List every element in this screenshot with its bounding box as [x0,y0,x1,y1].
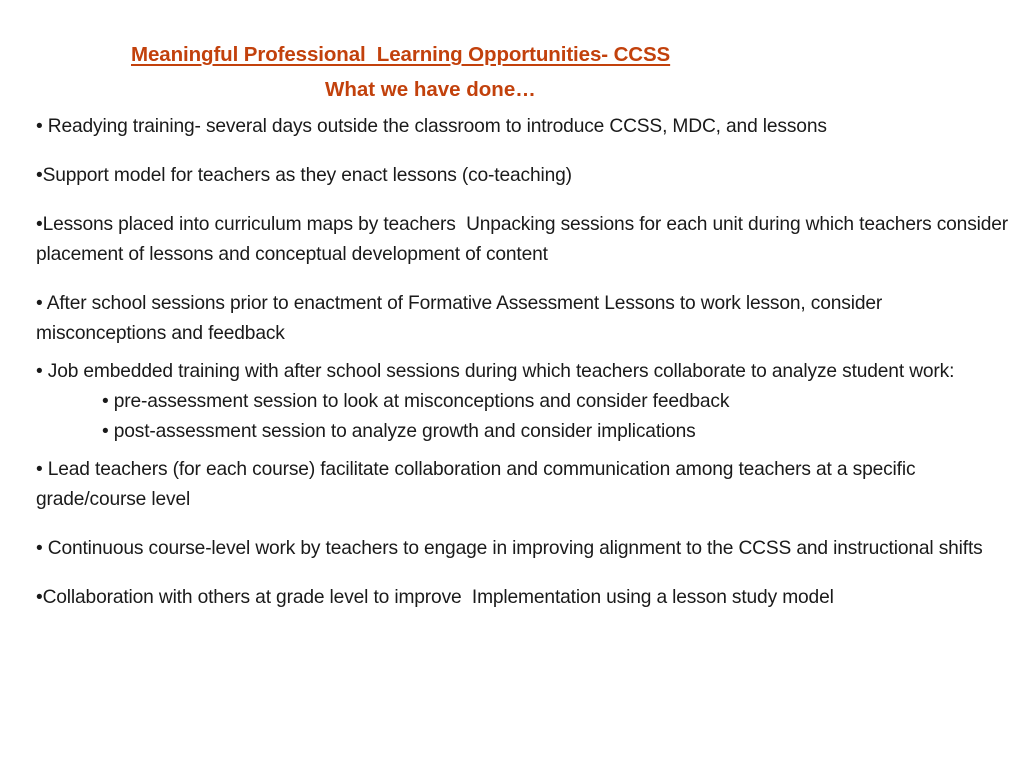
bullet-item: • Readying training- several days outside the classroom to introduce CCSS, MDC, and lessons [36,116,827,137]
bullet-list [36,112,1014,613]
bullet-item: • After school sessions prior to enactment of Formative Assessment Lessons to work lesson, consider misconceptions and feedback [36,293,888,344]
bullet-item: •Support model for teachers as they enact lessons (co-teaching) [36,165,572,186]
slide-subtitle: What we have done… [325,78,536,101]
sub-bullet-item: • post-assessment session to analyze growth and consider implications [102,421,696,442]
bullet-item: •Collaboration with others at grade level to improve Implementation using a lesson study model [36,587,834,608]
bullet-item: • Job embedded training with after school sessions during which teachers collaborate to analyze student work: [36,361,955,382]
slide-title: Meaningful Professional Learning Opportunities- CCSS [131,43,671,66]
bullet-item: • Continuous course-level work by teachers to engage in improving alignment to the CCSS and instructional shifts [36,538,983,559]
bullet-item: •Lessons placed into curriculum maps by teachers Unpacking sessions for each unit during which teachers consider placement of lessons and conceptual development of content [36,214,1014,265]
bullet-item: • Lead teachers (for each course) facilitate collaboration and communication among teachers at a specific grade/course level [36,459,921,510]
sub-bullet-item: • pre-assessment session to look at misconceptions and consider feedback [102,391,730,412]
